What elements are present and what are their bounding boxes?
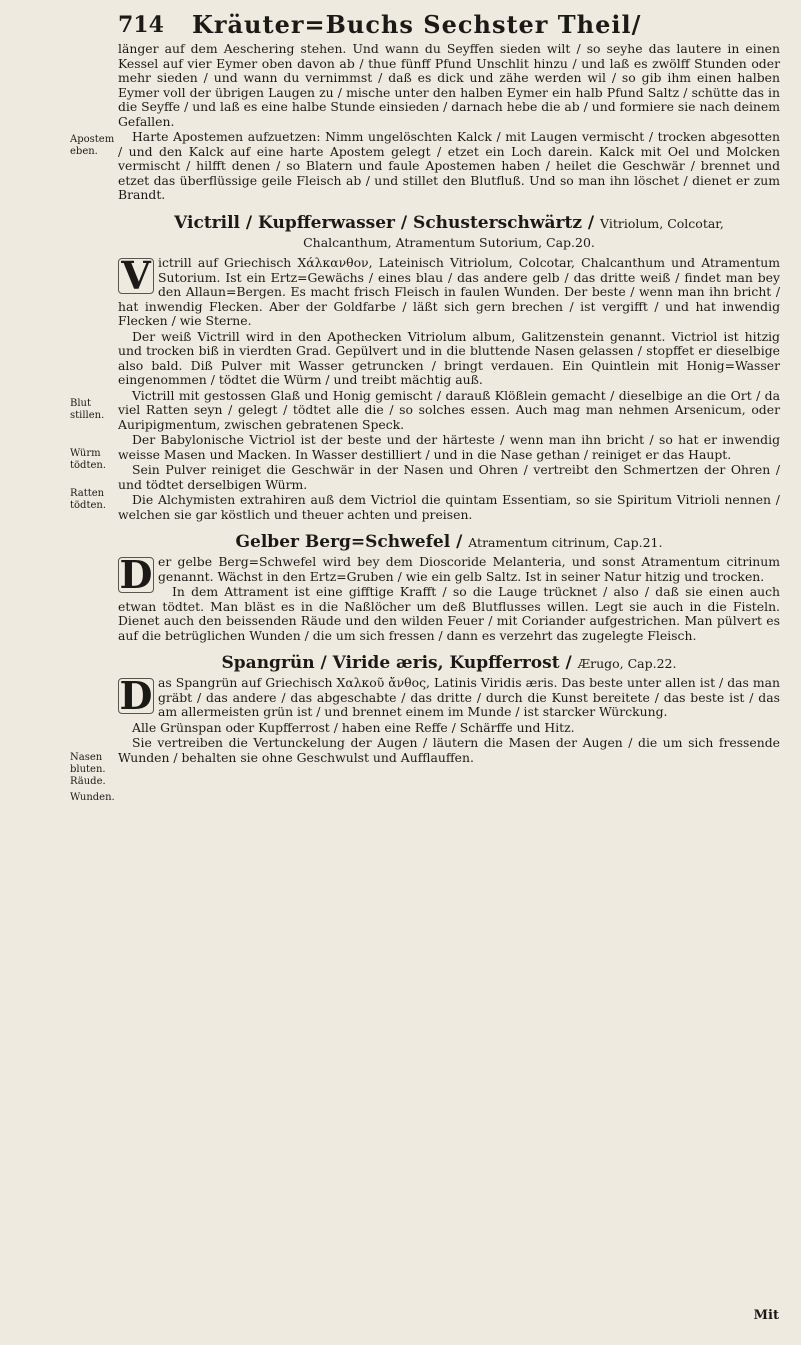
paragraph-text: as Spangrün auf Griechisch Χαλκοῦ ἄνθος, Latinis Viridis æris. Das beste unter allen ist / das man gräbt / das andere / das abgeschabte / das dritte / durch die Kunst bereitete / das beste ist / das am allermeisten grün ist / und brennet einem im Munde / ist starcker Würckung. [158,675,780,719]
paragraph-text: ictrill auf Griechisch Χάλκανθον, Lateinisch Vitriolum, Colcotar, Chalcanthum und Atramentum Sutorium. Ist ein Ertz=Gewächs / eines blau / das andere gelb / das dritte weiß / findet man bey den Allaun=Bergen. Es macht frisch Fleisch in faulen Wunden. Der beste / wenn man ihn bricht / hat inwendig Flecken. Aber der Goldfarbe / läßt sich gern brechen / ist vergifft / und hat inwendig Flecken / wie Sterne. [118,255,780,328]
paragraph: Die Alchymisten extrahiren auß dem Victriol die quintam Essentiam, so sie Spiritum Vitrioli nennen / welchen sie gar köstlich und theuer achten und preisen. [118,492,780,522]
catchword: Mit [753,1308,779,1323]
chapter-heading [118,213,780,234]
heading-latin: Ærugo, Cap.22. [577,656,677,671]
paragraph [118,673,780,720]
paragraph: Victrill mit gestossen Glaß und Honig gemischt / darauß Klößlein gemacht / dieselbige an die Ort / da viel Ratten seyn / gelegt / tödtet alle die / so solches essen. Auch mag man nehmen Arsenicum, oder Auripigmentum, zwischen gebratenen Speck. [118,387,780,432]
page-header [118,8,778,44]
heading-latin: Vitriolum, Colcotar, [600,215,724,231]
main-text [118,42,780,766]
paragraph: Alle Grünspan oder Kupfferrost / haben eine Reffe / Schärffe und Hitz. [132,719,575,735]
heading-title: Spangrün / Viride æris, Kupfferrost / [221,653,572,673]
drop-cap: V [118,258,154,294]
margin-note: Blut stillen. [70,398,105,421]
chapter-subheading: Chalcanthum, Atramentum Sutorium, Cap.20. [303,234,595,250]
paragraph: Harte Apostemen aufzuetzen: Nimm ungelöschten Kalck / mit Laugen vermischt / trocken abgesotten / und den Kalck auf eine harte Apostem gelegt / etzet ein Loch darein. Kalck mit Oel und Molcken vermischt / hilfft denen / so Blatern und faule Apostemen haben / heilet die Geschwär / brennet und etzet das überflüssige geile Fleisch ab / und stillet den Blutfluß. Und so man ihn löschet / dienet er zum Brandt. [118,129,780,202]
chapter-heading [118,653,780,674]
paragraph: Der weiß Victrill wird in den Apothecken Vitriolum album, Galitzenstein genannt. Victriol ist hitzig und trocken biß in vierdten Grad. Gepülvert und in die bluttende Nasen gelassen / stopffet er dieselbige also bald. Diß Pulver mit Wasser getruncken / bringt verdauen. Ein Quintlein mit Honig=Wasser eingenommen / tödtet die Würm / und treibt mächtig auß. [118,328,780,387]
paragraph-text: er gelbe Berg=Schwefel wird bey dem Dioscoride Melanteria, und sonst Atramentum citrinum genannt. Wächst in den Ertz=Gruben / wie ein gelb Saltz. Ist in seiner Natur hitzig und trocken. [158,554,780,584]
margin-note: Apostem eben. [70,134,115,157]
drop-cap: D [119,552,153,597]
paragraph: Sie vertreiben die Vertunckelung der Augen / läutern die Masen der Augen / die um sich fressende Wunden / behalten sie ohne Geschwulst und Aufflauffen. [118,735,780,765]
margin-note: Wunden. [70,792,115,803]
running-title: Kräuter=Buchs Sechster Theil/ [192,10,642,39]
paragraph: Der Babylonische Victriol ist der beste und der härteste / wenn man ihn bricht / so hat er inwendig weisse Masen und Macken. In Wasser destilliert / und in die Nase gethan / reiniget er das Haupt. [118,432,780,462]
heading-title: Victrill / Kupfferwasser / Schusterschwärtz / [174,212,595,233]
paragraph: länger auf dem Aeschering stehen. Und wann du Seyffen sieden wilt / so seyhe das lautere in einen Kessel auf vier Eymer oben davon ab / thue fünff Pfund Unschlit hinzu / und laß es zwölff Stunden oder mehr sieden / und wann du vernimmst / daß es dick und zähe werden wil / so gib ihm einen halben Eymer voll der übrigen Laugen zu / mische unter den halben Eymer ein halb Pfund Saltz / schütte das in die Seyffe / und laß es eine halbe Stunde einsieden / darnach hebe die ab / und formiere sie nach deinem Gefallen. [118,41,780,129]
drop-cap: D [119,673,153,718]
margin-note: Würm tödten. [70,448,106,471]
paragraph: In dem Attrament ist eine gifftige Krafft / so die Lauge trücknet / also / daß sie einen auch etwan tödtet. Man bläst es in die Naßlöcher um deß Blutflusses willen. Legt sie auch in die Fisteln. Dienet auch den beissenden Räude und den wilden Feuer / mit Coriander aufgestrichen. Man pülvert es auf die betrüglichen Wunden / die um sich fressen / dann es verzehrt das zugelegte Fleisch. [118,584,780,643]
paragraph [118,253,780,329]
paragraph: Sein Pulver reiniget die Geschwär in der Nasen und Ohren / vertreibt den Schmertzen der Ohren / und tödtet derselbigen Würm. [118,462,780,492]
paragraph [118,552,780,597]
margin-note: Nasen bluten. Räude. [70,752,106,787]
page-number: 714 [118,12,164,38]
chapter-heading [118,532,780,553]
heading-title: Gelber Berg=Schwefel / [235,532,463,552]
margin-note: Ratten tödten. [70,488,106,511]
heading-latin: Atramentum citrinum, Cap.21. [468,535,663,550]
